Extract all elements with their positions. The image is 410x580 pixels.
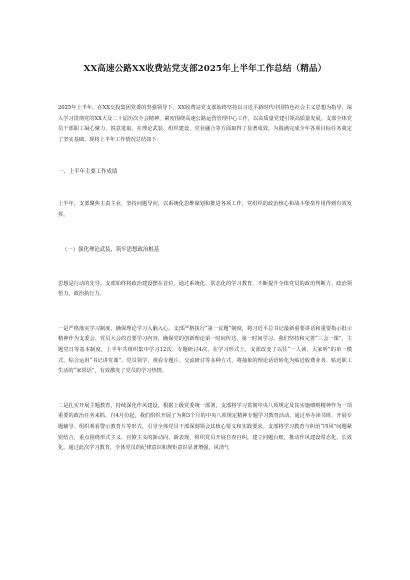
spacer [58, 145, 352, 167]
intro-paragraph: 2025年上半年，在XX交投集团党委的坚强领导下，XX收费站党支部始终坚持以习近平新时代中国特色社会主义思想为指导，深入学习贯彻党的XX大及二十届历次全会精神，紧密围绕高速公路运营管理中心工作，以高质量党建引领高质量发展。支部全体党员干部职工凝心聚力、锐意进取，在理论武装、组织建设、党业融合等方面取得了显著成效，为圆满完成全年各项目标任务奠定了坚实基础。现将上半年工作情况总结如下： [58, 105, 352, 143]
section-intro-paragraph: 上半年，支部聚焦主责主业，坚持问题导向，以系统化思维谋划和推进各项工作，党组织的政治核心和战斗堡垒作用得到有效发挥。 [58, 201, 352, 218]
document-title: XX高速公路XX收费站党支部2025年上半年工作总结（精品） [83, 64, 327, 74]
subsection-paragraph-1: 思想是行动的先导。支部始终将政治建设摆在首位，通过系统化、常态化的学习教育，不断提升全体党员的政治判断力、政治领悟力、政治执行力。 [58, 280, 352, 298]
subsection-heading: （一）强化理论武装，筑牢思想政治根基 [62, 246, 160, 253]
subsection-paragraph-2: 一是严格落实学习制度，确保理论学习入脑入心。支部严格执行“第一议题”制度，将习近平总书记最新重要讲话和重要指示批示精神作为支委会、党员大会的首要学习内容，确保党的创新理论第一时间传达、第一时间学习。我们坚持和完善“三会一课”、主题党日等基本制度。上半年共组织集中学习12次、专题研讨4次、在学习形式上，支部改变了以往“一人读、大家听”的单一模式，综合运用“书记讲党课”、党员领学、观看专题片、交流研讨等多种方式，将抽象的理论话语转化为贴近收费业务、贴近职工生活的“家常话”，有效激发了党员的学习热情。 [58, 325, 352, 375]
spacer [58, 377, 352, 401]
spacer [58, 300, 352, 324]
section-heading: 一、上半年主要工作成绩 [58, 169, 118, 176]
spacer [58, 221, 352, 245]
spacer [58, 177, 352, 199]
spacer [58, 255, 352, 279]
subsection-paragraph-3: 二是扎实开展主题教育，持续深化作风建设。根据上级党委统一部署，支部将学习贯彻中央八项规定及其实施细则精神作为一项重要的政治任务来抓，自4月份起，我们组织开展了为期3个月的中央八项规定精神专题学习教育活动。通过举办读书班、开展专题辅导、组织观看警示教育片等形式，引导全体党员干部深刻领会其核心要义和实践要求。支部将学习教育与纠治“四风”问题紧密结合，重点围绕形式主义、官僚主义的新动向、新表现，组织党员开展自查自纠，建立问题台账，推动作风建设常态化、长效化。通过此次学习教育，全体党员的纪律意识和规矩意识显著增强，风清气 [58, 402, 352, 452]
